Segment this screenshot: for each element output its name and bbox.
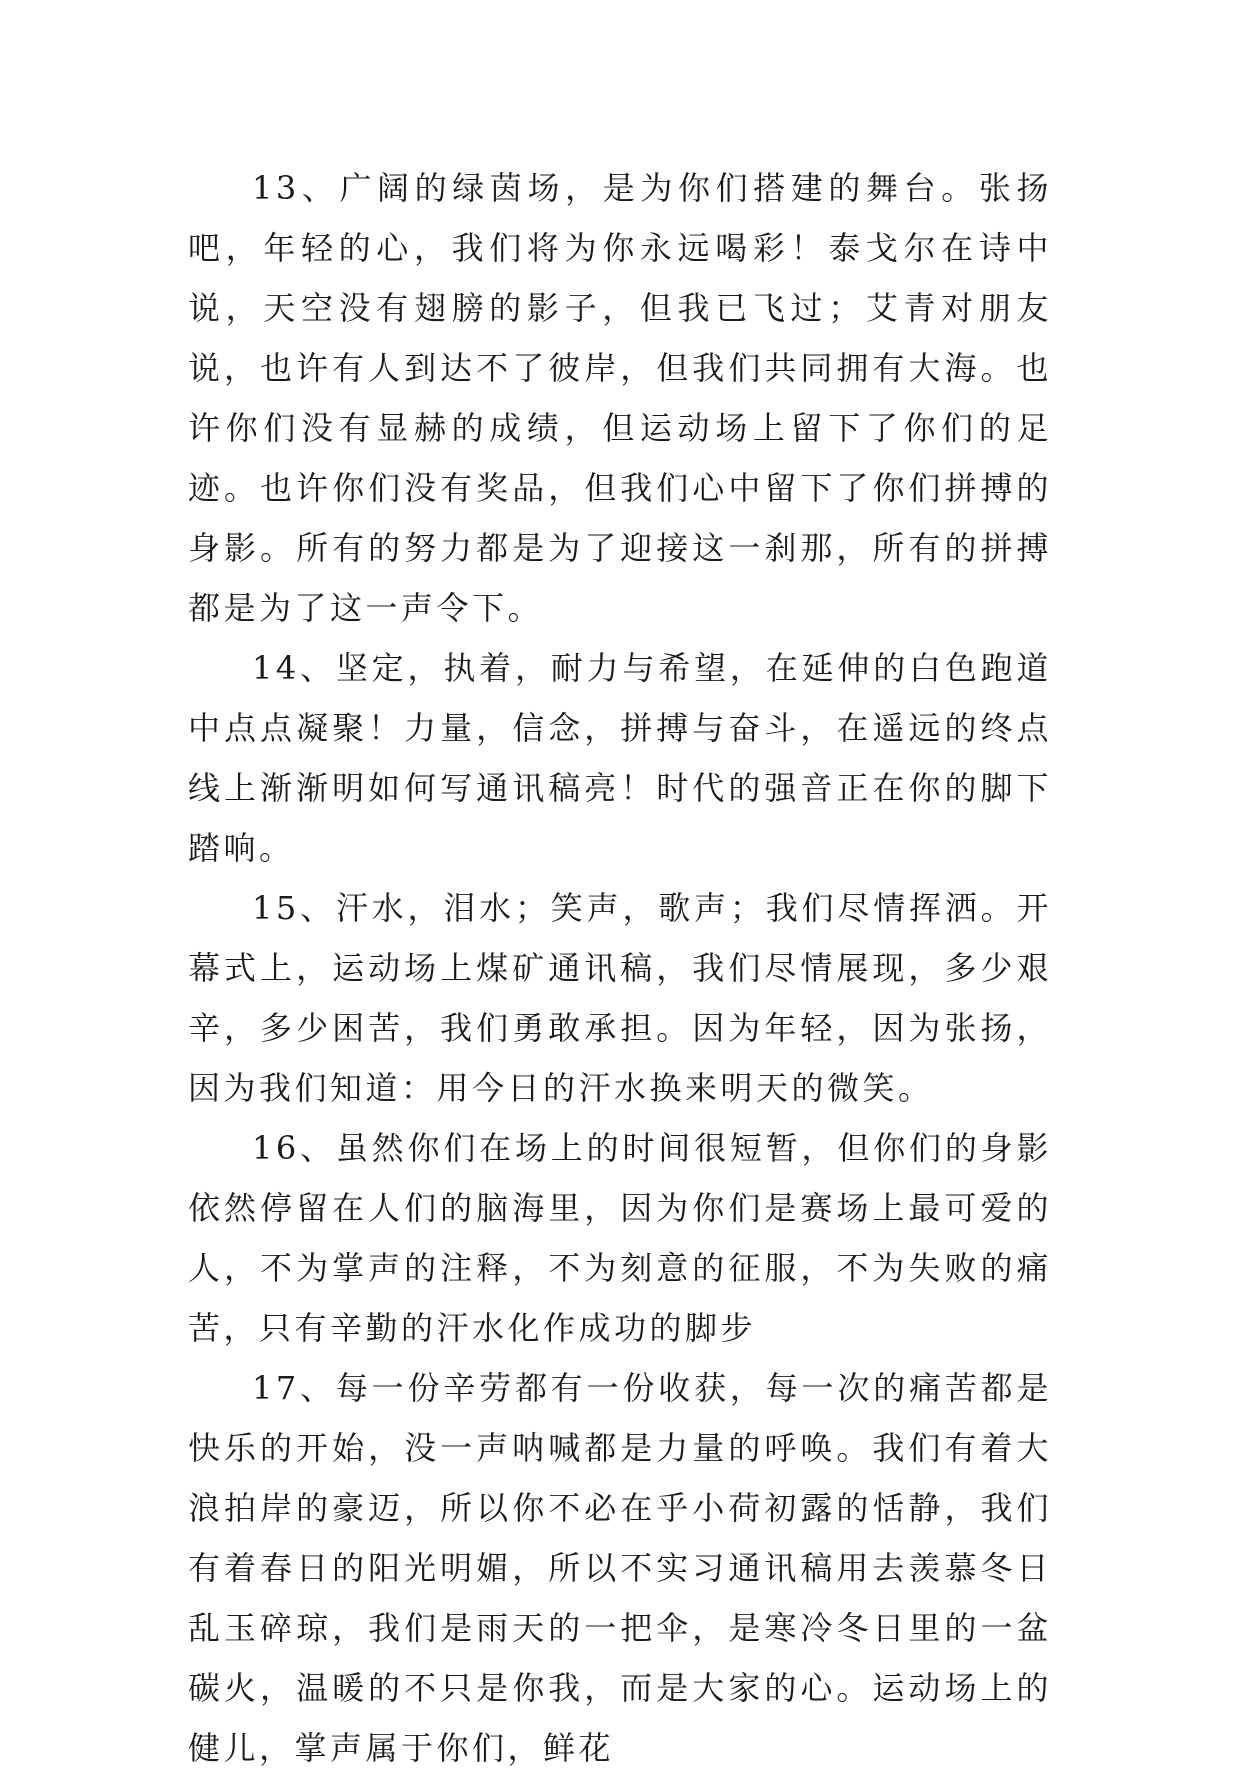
paragraph-13: 13、广阔的绿茵场，是为你们搭建的舞台。张扬吧，年轻的心，我们将为你永远喝彩！泰戈尔在诗中说，天空没有翅膀的影子，但我已飞过；艾青对朋友说，也许有人到达不了彼岸，但我们共同拥有大海。也许你们没有显赫的成绩，但运动场上留下了你们的足迹。也许你们没有奖品，但我们心中留下了你们拼搏的身影。所有的努力都是为了迎接这一刹那，所有的拼搏都是为了这一声令下。 xyxy=(188,169,1052,627)
paragraph-15: 15、汗水，泪水；笑声，歌声；我们尽情挥洒。开幕式上，运动场上煤矿通讯稿，我们尽情展现，多少艰辛，多少困苦，我们勇敢承担。因为年轻，因为张扬，因为我们知道：用今日的汗水换来明天的微笑。 xyxy=(188,889,1052,1107)
paragraph-17: 17、每一份辛劳都有一份收获，每一次的痛苦都是快乐的开始，没一声呐喊都是力量的呼唤。我们有着大浪拍岸的豪迈，所以你不必在乎小荷初露的恬静，我们有着春日的阳光明媚，所以不实习通讯稿用去羡慕冬日乱玉碎琼，我们是雨天的一把伞，是寒冷冬日里的一盆碳火，温暖的不只是你我，而是大家的心。运动场上的健儿，掌声属于你们，鲜花 xyxy=(188,1369,1052,1767)
document-body xyxy=(188,158,1052,1778)
paragraph-16: 16、虽然你们在场上的时间很短暂，但你们的身影依然停留在人们的脑海里，因为你们是赛场上最可爱的人，不为掌声的注释，不为刻意的征服，不为失败的痛苦，只有辛勤的汗水化作成功的脚步 xyxy=(188,1129,1052,1347)
paragraph-14: 14、坚定，执着，耐力与希望，在延伸的白色跑道中点点凝聚！力量，信念，拼搏与奋斗，在遥远的终点线上渐渐明如何写通讯稿亮！时代的强音正在你的脚下踏响。 xyxy=(188,649,1052,867)
